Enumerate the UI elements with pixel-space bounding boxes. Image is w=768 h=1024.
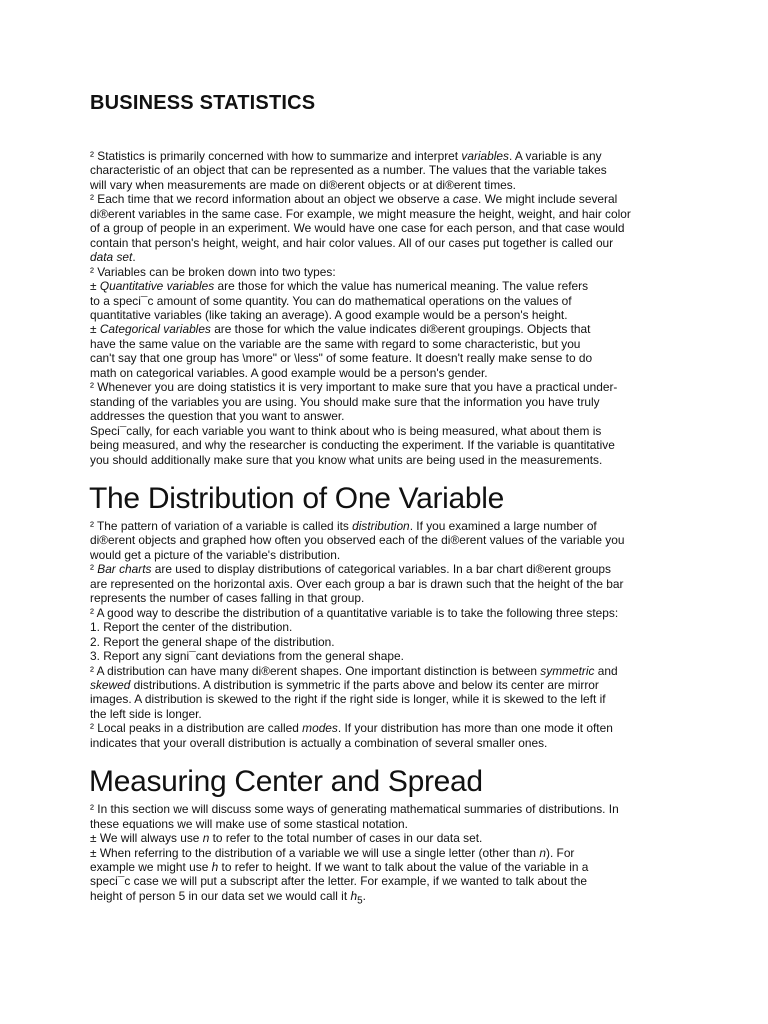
text-line: ² In this section we will discuss some ways of generating mathematical summaries of distributions. In <box>90 802 619 817</box>
emphasis-term: Bar charts <box>97 562 152 577</box>
text-line: characteristic of an object that can be represented as a number. The values that the variable takes <box>90 163 607 178</box>
section-heading-distribution: The Distribution of One Variable <box>89 481 505 515</box>
text-line: these equations we will make use of some stastical notation. <box>90 816 408 831</box>
text-line: ² Variables can be broken down into two types: <box>90 264 336 279</box>
text-line: contain that person's height, weight, and hair color values. All of our cases put together is called our <box>90 235 614 250</box>
emphasis-term: skewed <box>90 677 131 692</box>
emphasis-term: data set <box>90 250 133 265</box>
text-line: can't say that one group has \more" or \less" of some feature. It doesn't really make sense to do <box>90 351 593 366</box>
emphasis-term: Categorical variables <box>99 322 211 337</box>
text-line: the left side is longer. <box>90 706 202 721</box>
text-line: ± We will always use n to refer to the total number of cases in our data set. <box>90 831 483 846</box>
text-line: di®erent objects and graphed how often you observed each of the di®erent values of the variable you <box>90 533 625 548</box>
text-line: Speci¯cally, for each variable you want to think about who is being measured, what about them is <box>90 423 602 438</box>
text-line: 3. Report any signi¯cant deviations from the general shape. <box>90 649 404 664</box>
section-heading-center-spread: Measuring Center and Spread <box>89 765 483 799</box>
text-line: indicates that your overall distribution is actually a combination of several smaller ones. <box>90 735 548 750</box>
distribution-paragraphs <box>90 519 670 750</box>
text-line: ± When referring to the distribution of a variable we will use a single letter (other than n). For <box>90 845 575 860</box>
text-line: ² Statistics is primarily concerned with how to summarize and interpret variables. A variable is any <box>90 149 602 163</box>
emphasis-term: h <box>350 888 358 903</box>
text-line: have the same value on the variable are the same with regard to some characteristic, but you <box>90 336 581 351</box>
text-line: standing of the variables you are using. You should make sure that the information you have truly <box>90 394 600 409</box>
text-line: you should additionally make sure that you know what units are being used in the measurements. <box>90 452 603 467</box>
emphasis-term: n <box>539 845 546 860</box>
center-spread-paragraphs <box>90 802 670 909</box>
text-line: to a speci¯c amount of some quantity. You can do mathematical operations on the values of <box>90 293 572 308</box>
text-line: ² The pattern of variation of a variable is called its distribution. If you examined a large number of <box>90 518 597 533</box>
document-page <box>90 92 670 909</box>
emphasis-term: h <box>211 860 219 875</box>
text-line: quantitative variables (like taking an average). A good example would be a person's height. <box>90 307 568 322</box>
text-line: ± Quantitative variables are those for which the value has numerical meaning. The value refers <box>90 279 589 294</box>
text-line: data set. <box>90 250 136 265</box>
subscript: 5 <box>357 895 363 907</box>
text-line: would get a picture of the variable's distribution. <box>90 547 341 562</box>
text-line: 2. Report the general shape of the distribution. <box>90 634 335 649</box>
text-line: will vary when measurements are made on di®erent objects or at di®erent times. <box>90 177 516 192</box>
emphasis-term: variables <box>461 149 509 163</box>
text-line: ± Categorical variables are those for which the value indicates di®erent groupings. Objects that <box>90 322 591 337</box>
emphasis-term: case <box>452 192 478 207</box>
emphasis-term: distribution <box>352 518 410 533</box>
text-line: ² A good way to describe the distribution of a quantitative variable is to take the following three steps: <box>90 605 619 620</box>
text-line: 1. Report the center of the distribution. <box>90 620 293 635</box>
emphasis-term: n <box>202 831 210 846</box>
text-line: height of person 5 in our data set we would call it $h_5$. <box>90 888 366 907</box>
emphasis-term: modes <box>302 721 338 736</box>
text-line: being measured, and why the researcher is conducting the experiment. If the variable is quantitative <box>90 438 615 453</box>
emphasis-term: symmetric <box>540 663 595 678</box>
text-line: ² A distribution can have many di®erent shapes. One important distinction is between symmetric and <box>90 663 618 678</box>
text-line: skewed distributions. A distribution is symmetric if the parts above and below its center are mirror <box>90 677 599 692</box>
text-line: represents the number of cases falling in that group. <box>90 591 365 606</box>
text-line: are represented on the horizontal axis. Over each group a bar is drawn such that the height of the bar <box>90 576 624 591</box>
text-line: di®erent variables in the same case. For example, we might measure the height, weight, and hair color <box>90 206 631 221</box>
text-line: of a group of people in an experiment. We would have one case for each person, and that case would <box>90 221 625 236</box>
document-title: BUSINESS STATISTICS <box>90 92 316 114</box>
text-line: ² Each time that we record information about an object we observe a case. We might include several <box>90 192 618 207</box>
text-line: ² Local peaks in a distribution are called modes. If your distribution has more than one mode it often <box>90 721 613 736</box>
text-line: example we might use h to refer to height. If we want to talk about the value of the variable in a <box>90 860 589 875</box>
text-line: ² Bar charts are used to display distributions of categorical variables. In a bar chart di®erent groups <box>90 562 611 577</box>
intro-paragraphs <box>90 149 670 467</box>
emphasis-term: Quantitative variables <box>99 279 215 294</box>
text-line: images. A distribution is skewed to the right if the right side is longer, while it is skewed to the left if <box>90 692 606 707</box>
text-line: speci¯c case we will put a subscript after the letter. For example, if we wanted to talk about the <box>90 874 587 889</box>
text-line: ² Whenever you are doing statistics it is very important to make sure that you have a practical under- <box>90 380 618 395</box>
text-line: addresses the question that you want to answer. <box>90 409 345 424</box>
text-line: math on categorical variables. A good example would be a person's gender. <box>90 365 488 380</box>
